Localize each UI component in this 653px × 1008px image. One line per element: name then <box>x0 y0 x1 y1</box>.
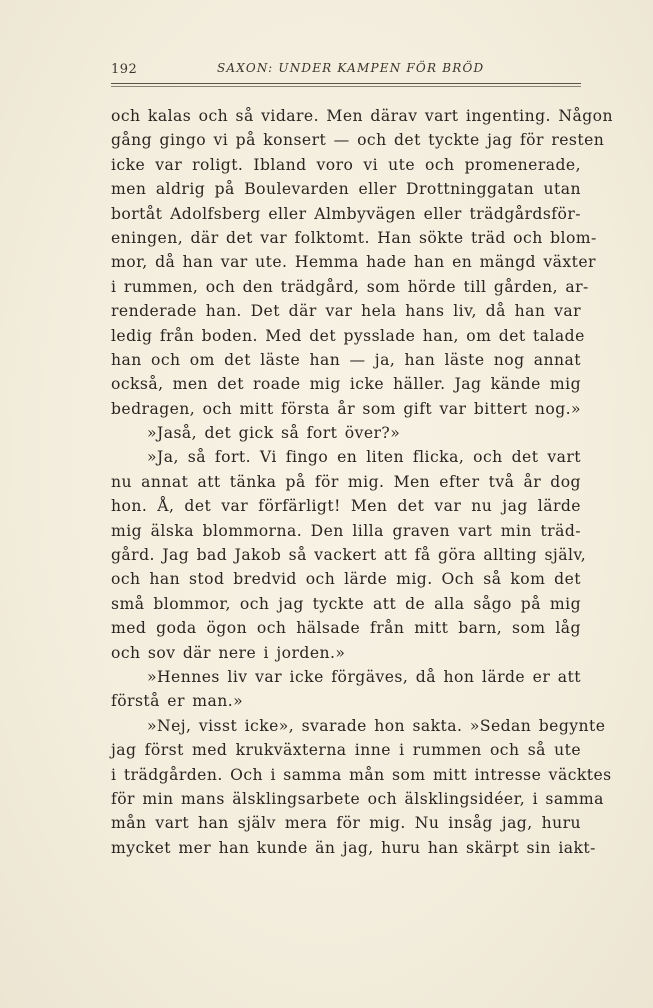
text-line: och sov där nere i jorden.» <box>111 643 346 662</box>
text-line: renderade han. Det där var hela hans liv, då han var <box>111 302 581 321</box>
text-line: »Hennes liv var icke förgäves, då hon lärde er att <box>147 667 581 686</box>
text-line: nu annat att tänka på för mig. Men efter två år dog <box>111 472 581 491</box>
text-line: mor, då han var ute. Hemma hade han en mängd växter <box>111 253 596 272</box>
text-line: gård. Jag bad Jakob så vackert att få göra allting själv, <box>111 546 587 565</box>
text-line: med goda ögon och hälsade från mitt barn, som låg <box>111 619 581 638</box>
text-line: mig älska blommorna. Den lilla graven vart min träd- <box>111 521 581 540</box>
running-head: SAXON: UNDER KAMPEN FÖR BRÖD <box>217 61 485 75</box>
text-line: ledig från boden. Med det pysslade han, om det talade <box>111 326 585 345</box>
header-rule-thin <box>111 86 581 87</box>
text-line: hon. Å, det var förfärligt! Men det var nu jag lärde <box>111 497 581 516</box>
text-line: gång gingo vi på konsert — och det tyckte jag för resten <box>111 131 605 150</box>
text-line: i rummen, och den trädgård, som hörde till gården, ar- <box>111 277 589 296</box>
text-line: eningen, där det var folktomt. Han sökte träd och blom- <box>111 228 597 247</box>
text-line: bedragen, och mitt första år som gift var bittert nog.» <box>111 399 582 418</box>
text-line: icke var roligt. Ibland voro vi ute och promenerade, <box>111 155 581 174</box>
text-line: »Ja, så fort. Vi fingo en liten flicka, och det vart <box>147 448 581 467</box>
text-line: »Jaså, det gick så fort över?» <box>147 424 401 443</box>
page-number: 192 <box>111 62 138 77</box>
header-rule-thick <box>111 83 581 84</box>
text-line: och kalas och så vidare. Men därav vart ingenting. Någon <box>111 107 613 125</box>
text-line: förstå er man.» <box>111 692 244 711</box>
text-line: men aldrig på Boulevarden eller Drottninggatan utan <box>111 180 581 199</box>
text-line: mycket mer han kunde än jag, huru han skärpt sin iakt- <box>111 838 596 857</box>
text-line: bortåt Adolfsberg eller Almbyvägen eller trädgårdsför- <box>111 204 581 223</box>
text-line: i trädgården. Och i samma mån som mitt intresse väcktes <box>111 765 612 784</box>
text-line: »Nej, visst icke», svarade hon sakta. »Sedan begynte <box>147 716 606 735</box>
text-line: han och om det läste han — ja, han läste nog annat <box>111 350 581 369</box>
text-line: för min mans älsklingsarbete och älsklingsidéer, i samma <box>111 789 604 808</box>
text-line: jag först med krukväxterna inne i rummen och så ute <box>111 741 581 760</box>
text-line: och han stod bredvid och lärde mig. Och så kom det <box>111 570 581 589</box>
body-text <box>111 104 613 860</box>
page-header <box>111 58 581 82</box>
text-line: också, men det roade mig icke häller. Jag kände mig <box>111 375 581 394</box>
text-line: mån vart han själv mera för mig. Nu insåg jag, huru <box>111 814 581 833</box>
text-line: små blommor, och jag tyckte att de alla sågo på mig <box>111 594 581 613</box>
